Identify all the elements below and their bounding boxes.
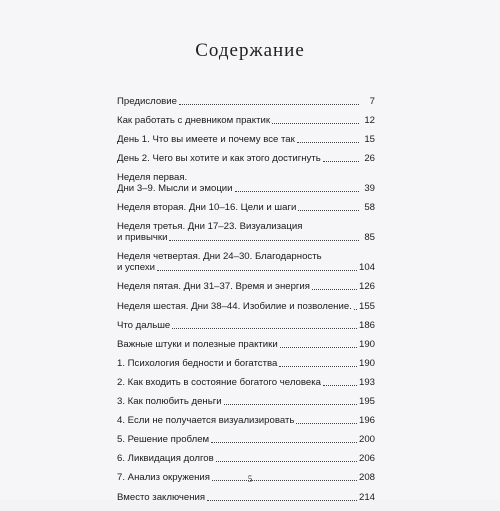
dot-leader [169,240,359,241]
dot-leader [323,161,359,162]
dot-leader [172,328,357,329]
toc-entry-label: 4. Если не получается визуализировать [117,415,295,427]
toc-entry-page: 186 [358,319,375,331]
toc-entry-label: Что дальше [117,319,171,331]
toc-entry-page: 200 [358,434,375,446]
dot-leader [211,442,357,443]
toc-entry-page: 214 [358,491,375,503]
toc-entry-page: 104 [358,262,375,274]
toc-entry-page: 39 [364,183,375,195]
toc-entry [117,301,375,320]
toc-entry [117,358,375,377]
toc-entry [117,251,375,281]
toc-entry-label: 3. Как полюбить деньги [117,396,222,408]
toc-entry-label: Дни 3–9. Мысли и эмоции [117,183,233,195]
toc-entry-label: Неделя шестая. Дни 38–44. Изобилие и позволение. [117,300,352,312]
dot-leader [224,404,357,405]
dot-leader [272,123,359,124]
toc-entry-page: 195 [358,396,375,408]
toc-entry-page: 126 [358,281,375,293]
toc-entry-page: 208 [358,472,375,484]
toc-entry [117,153,375,172]
toc-entry-label: и привычки [117,232,168,244]
dot-leader [279,366,357,367]
toc-entry-label: 5. Решение проблем [117,434,210,446]
toc-entry-page: 193 [358,376,375,388]
dot-leader [323,385,357,386]
toc-entry [117,377,375,396]
toc-entry [117,434,375,453]
toc-entry-label: День 2. Чего вы хотите и как этого достигнуть [117,153,321,165]
toc-entry-page: 85 [364,232,375,244]
toc-entry [117,396,375,415]
toc-entry-label: Как работать с дневником практик [117,115,271,127]
toc-entry [117,96,375,115]
toc-entry-label: Важные штуки и полезные практики [117,338,278,350]
toc-entry-page: 206 [358,453,375,465]
toc-entry [117,281,375,300]
toc-entry-label: 1. Психология бедности и богатства [117,357,278,369]
toc-entry [117,202,375,221]
toc-entry-label: День 1. Что вы имеете и почему все так [117,134,295,146]
toc-entry-page: 15 [364,134,375,146]
toc-entry-page: 58 [364,202,375,214]
toc-entry [117,492,375,511]
toc-entry [117,320,375,339]
dot-leader [216,461,357,462]
toc-entry-label: 7. Анализ окружения [117,472,210,484]
dot-leader [296,423,357,424]
toc-entry-page: 12 [364,115,375,127]
toc-entry-label-line1: Неделя третья. Дни 17–23. Визуализация [117,221,303,233]
toc-entry [117,115,375,134]
toc-entry-label-line1: Неделя четвертая. Дни 24–30. Благодарность [117,251,322,263]
toc-entry [117,172,375,202]
toc-section-heading: Неделя первая. [117,172,188,184]
toc-entry-page: 190 [358,357,375,369]
dot-leader [157,270,357,271]
dot-leader [235,191,359,192]
dot-leader [280,347,357,348]
toc-entry-page: 155 [358,300,375,312]
toc-entry [117,453,375,472]
toc-entry-page: 7 [369,96,375,107]
page-number: 5 [247,474,253,484]
toc-entry [117,221,375,251]
toc-entry-label: Вместо заключения [117,491,206,503]
dot-leader [312,289,357,290]
toc-entry [117,339,375,358]
toc-entry-label: Неделя вторая. Дни 10–16. Цели и шаги [117,202,297,214]
dot-leader [298,210,359,211]
toc-entry-label: 6. Ликвидация долгов [117,453,214,465]
toc-entry-label: и успехи [117,262,155,274]
toc-entry-page: 26 [364,153,375,165]
toc-entry [117,134,375,153]
toc-entry-label: 2. Как входить в состояние богатого человека [117,376,321,388]
table-of-contents [117,96,375,511]
toc-entry [117,415,375,434]
dot-leader [354,309,357,310]
toc-entry-label: Неделя пятая. Дни 31–37. Время и энергия [117,281,310,293]
toc-entry-page: 190 [358,338,375,350]
dot-leader [297,142,359,143]
dot-leader [179,104,359,105]
toc-entry-page: 196 [358,415,375,427]
toc-entry-label: Предисловие [117,96,177,107]
page-title: Содержание [195,40,305,61]
